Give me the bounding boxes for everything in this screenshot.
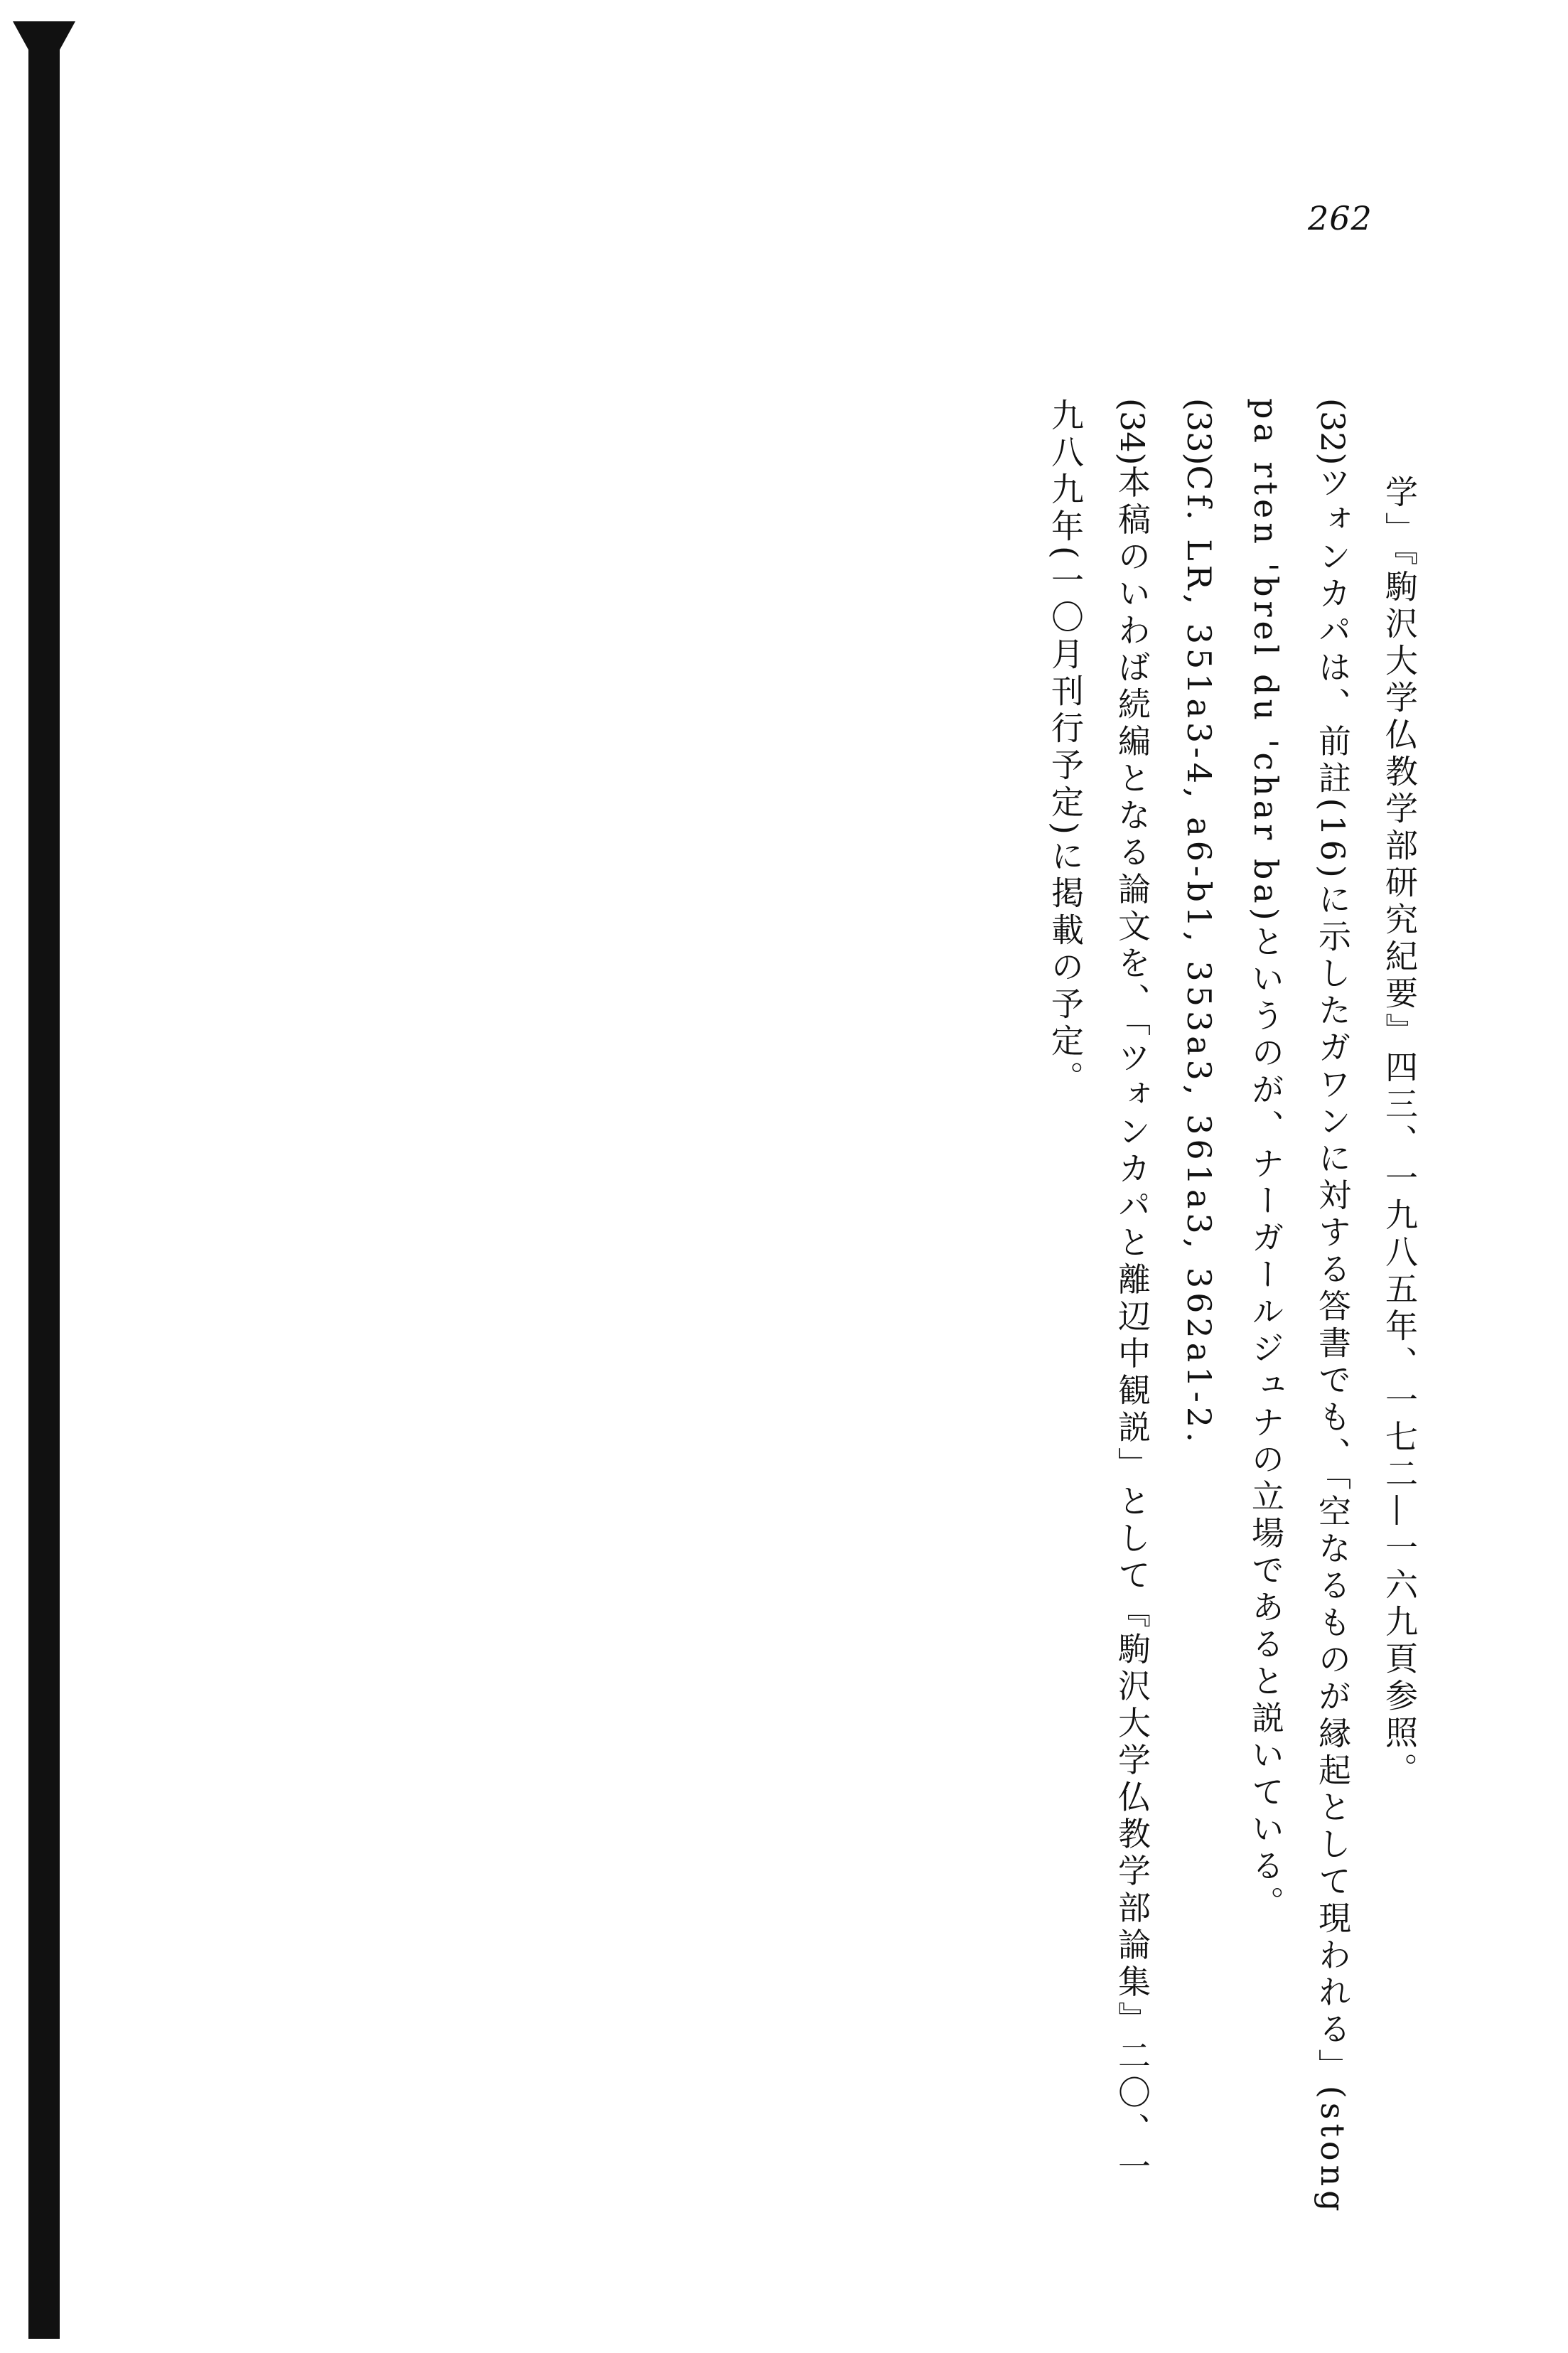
note-33-line-1 [1166,398,1233,2275]
binding-edge-bar [28,28,60,2339]
footnotes-block [1032,398,1433,2275]
note-32-number: (32) [1314,398,1352,466]
note-33-number: (33) [1180,398,1218,466]
note-32-text-1: ツォンカパは、前註(16)に示したガワンに対する答書でも、「空なるものが縁起として現われる」(stong [1314,465,1352,2216]
page-number: 262 [1308,199,1373,237]
note-34-line-1 [1099,398,1166,2275]
note-34-text-1: 本稿のいわば続編となる論文を、「ツォンカパと離辺中観説」として『駒沢大学仏教学部論集』二〇、一 [1113,465,1151,2187]
note-34-line-2: 九八九年(一〇月刊行予定)に掲載の予定。 [1046,398,1085,1098]
note-32-line-1 [1299,398,1366,2275]
note-32-line-2: pa rten 'brel du 'char ba)というのが、ナーガールジュナの立場であると説いている。 [1247,398,1285,1923]
note-31-continuation: 学」『駒沢大学仏教学部研究紀要』四三、一九八五年、一七二—一六九頁参照。 [1380,475,1419,1789]
note-33-text-1: Cf. LR, 351a3-4, a6-b1, 353a3, 361a3, 362a1-2. [1180,465,1218,1447]
note-34-number: (34) [1113,398,1151,466]
